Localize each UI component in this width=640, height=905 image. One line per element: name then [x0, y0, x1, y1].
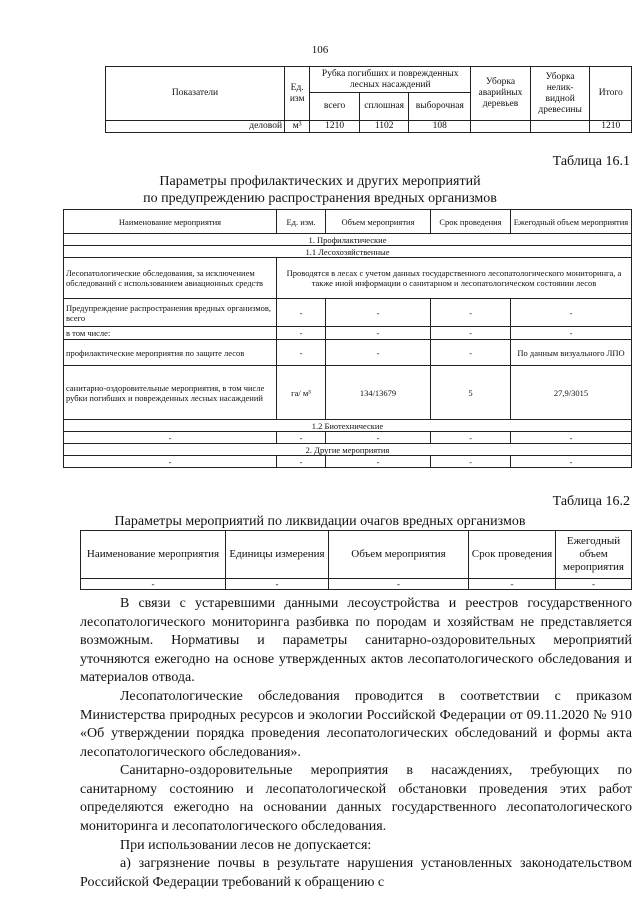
table-row: [81, 579, 632, 590]
header-deadwood: Уборка нелик- видной древесины: [530, 67, 590, 121]
header-selective-felling: выборочная: [409, 93, 471, 121]
page-number: 106: [311, 44, 329, 56]
paragraph-5: а) загрязнение почвы в результате нарушения установленных законодательством Российской Федерации требований к обращению с: [80, 856, 632, 890]
cell-dash: -: [326, 299, 431, 327]
cell-dash: -: [226, 579, 329, 590]
cell-dash: -: [431, 340, 511, 366]
table-row: [64, 432, 632, 444]
prevention-measures-table: [63, 209, 632, 468]
header-total-felling: всего: [310, 93, 360, 121]
row-incl-label: в том числе:: [64, 327, 277, 340]
cell-dash: -: [431, 456, 511, 468]
row-sanitary-unit: га/ м³: [277, 366, 326, 420]
cell-dash: -: [326, 327, 431, 340]
row-total-felling: 1210: [310, 121, 360, 133]
table-16-1-title-line1: Параметры профилактических и других мероприятий: [159, 174, 481, 189]
header-name: Наименование мероприятия: [81, 531, 226, 579]
paragraph-3: Санитарно-оздоровительные мероприятия в насаждениях, требующих по санитарному состоянию и лесопатологической обстановки проведения этих работ определяются ежегодно на основании данных государственного лесопатологического мониторинга и лесопатологического обследования.: [80, 763, 632, 834]
cell-dash: -: [64, 456, 277, 468]
cell-dash: -: [329, 579, 469, 590]
cell-dash: -: [277, 299, 326, 327]
row-sanitary-label: санитарно-оздоровительные мероприятия, в том числе рубки погибших и поврежденных лесных насаждений: [64, 366, 277, 420]
header-annual: Ежегодный объем мероприятия: [556, 531, 632, 579]
row-deadwood: [530, 121, 590, 133]
row-survey-text: Проводятся в лесах с учетом данных государственного лесопатологического мониторинга, а также иной информации о санитарном и лесопатологическом состоянии лесов: [277, 258, 632, 299]
row-emergency: [471, 121, 531, 133]
header-indicators: Показатели: [106, 67, 285, 121]
cell-dash: -: [326, 340, 431, 366]
header-volume: Объем мероприятия: [329, 531, 469, 579]
table-row: [64, 456, 632, 468]
cell-dash: -: [326, 456, 431, 468]
row-clear: 1102: [359, 121, 409, 133]
cell-dash: -: [277, 456, 326, 468]
row-sanitary-term: 5: [431, 366, 511, 420]
cell-dash: -: [277, 432, 326, 444]
cell-dash: -: [277, 340, 326, 366]
paragraph-1: В связи с устаревшими данными лесоустройства и реестров государственного лесопатологического мониторинга разбивка по породам и хозяйствам не представляется возможным. Нормативы и параметры санитарно-оздоровительных мероприятий уточняются ежегодно на основе утвержденных актов лесопатологического обследования и материалов отвода.: [80, 596, 632, 686]
table-16-1-title-line2: по предупреждению распространения вредных организмов: [143, 191, 497, 206]
cell-dash: -: [511, 432, 632, 444]
row-survey-label: Лесопатологические обследования, за исключением обследований с использованием авиационных средств: [64, 258, 277, 299]
table-row: [64, 327, 632, 340]
cell-dash: -: [431, 327, 511, 340]
header-emergency: Уборка аварийных деревьев: [471, 67, 531, 121]
section-prophylactic: 1. Профилактические: [64, 234, 632, 246]
cell-dash: -: [469, 579, 556, 590]
header-felling-group: Рубка погибших и поврежденных лесных насаждений: [310, 67, 471, 93]
cell-dash: -: [277, 327, 326, 340]
header-unit: Ед. изм: [285, 67, 310, 121]
row-sanitary-annual: 27,9/3015: [511, 366, 632, 420]
cell-dash: -: [81, 579, 226, 590]
row-total: 1210: [590, 121, 632, 133]
table-row: [64, 340, 632, 366]
section-other: 2. Другие мероприятия: [64, 444, 632, 456]
table-row: [64, 258, 632, 299]
cell-dash: -: [511, 456, 632, 468]
elimination-measures-table: [80, 530, 632, 590]
cell-dash: -: [64, 432, 277, 444]
row-label: деловой: [106, 121, 285, 133]
table-16-2-caption: Таблица 16.2: [552, 494, 630, 509]
cell-dash: -: [431, 299, 511, 327]
table-row: [64, 366, 632, 420]
cell-dash: -: [511, 327, 632, 340]
header-clear-felling: сплошная: [359, 93, 409, 121]
row-sanitary-volume: 134/13679: [326, 366, 431, 420]
header-total: Итого: [590, 67, 632, 121]
table-16-2-title: Параметры мероприятий по ликвидации очагов вредных организмов: [114, 514, 526, 529]
cell-dash: -: [556, 579, 632, 590]
paragraph-2: Лесопатологические обследования проводится в соответствии с приказом Министерства природных ресурсов и экологии Российской Федерации от 09.11.2020 № 910 «Об утверждении порядка проведения лесопатологических обследований и формы акта лесопатологического обследования».: [80, 689, 632, 760]
header-term: Срок проведения: [431, 210, 511, 234]
paragraph-4: При использовании лесов не допускается:: [120, 838, 372, 853]
row-prophylactic-annual: По данным визуального ЛПО: [511, 340, 632, 366]
row-prophylactic-label: профилактические мероприятия по защите лесов: [64, 340, 277, 366]
section-forestry: 1.1 Лесохозяйственные: [64, 246, 632, 258]
row-prevention-label: Предупреждение распространения вредных организмов, всего: [64, 299, 277, 327]
row-selective: 108: [409, 121, 471, 133]
header-name: Наименование мероприятия: [64, 210, 277, 234]
cell-dash: -: [326, 432, 431, 444]
row-unit: м³: [285, 121, 310, 133]
table-row: [106, 121, 632, 133]
table-16-1-caption: Таблица 16.1: [552, 154, 630, 169]
header-volume: Объем мероприятия: [326, 210, 431, 234]
section-biotechnical: 1.2 Биотехнические: [64, 420, 632, 432]
felling-volume-table: [105, 66, 632, 133]
table-row: [64, 299, 632, 327]
header-unit: Ед. изм.: [277, 210, 326, 234]
header-unit: Единицы измерения: [226, 531, 329, 579]
cell-dash: -: [431, 432, 511, 444]
header-annual: Ежегодный объем мероприятия: [511, 210, 632, 234]
cell-dash: -: [511, 299, 632, 327]
header-term: Срок проведения: [469, 531, 556, 579]
